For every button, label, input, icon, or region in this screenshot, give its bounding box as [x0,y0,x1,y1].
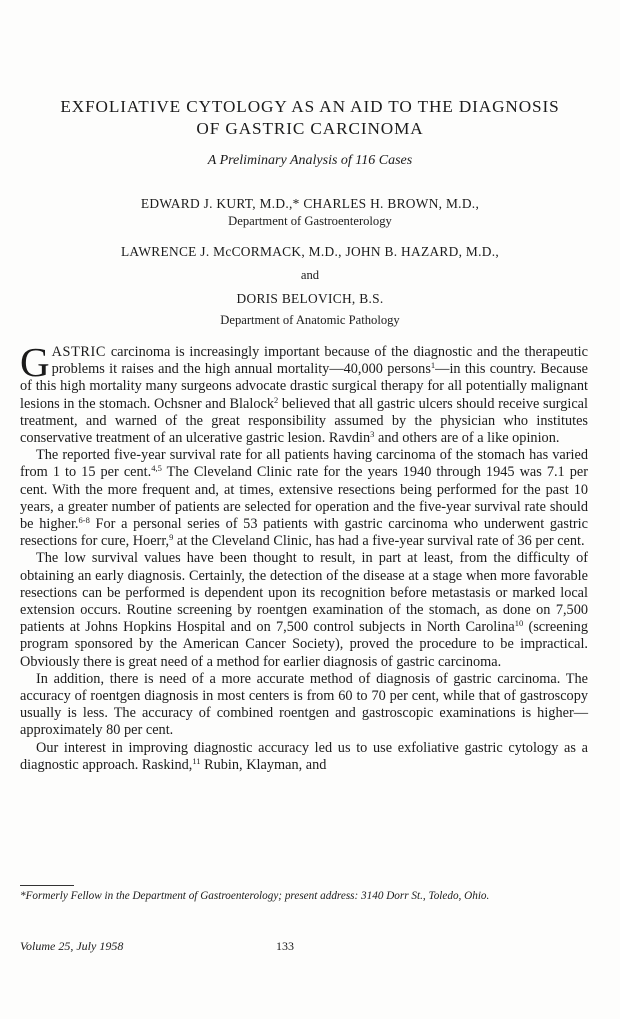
paragraph-text: The low survival values have been thought to result, in part at least, from the difficulty of obtaining an early diagnosis. Certainly, the detection of the disease at a stage when more favorable resections can be performed is dependent upon its recognition before metastasis or marked local extension occurs. Routine screening by roentgen examination of the stomach, as done on 7,500 patients at Johns Hopkins Hospital and on 7,500 control subjects in North Carolina [20,550,588,636]
title-line-1: EXFOLIATIVE CYTOLOGY AS AN AID TO THE DIAGNOSIS [60,97,560,116]
paragraph-1 [20,339,589,447]
authors-line-1: EDWARD J. KURT, M.D.,* CHARLES H. BROWN, M.D., [140,196,480,211]
citation: 2 [274,394,279,405]
paragraph-text: The Cleveland Clinic rate for the years 1940 through 1945 was 7.1 per cent. With the more frequent and, at times, extensive resections being performed for the past 10 years, a greater number of patients are selected for operation and the five-year survival rate should be higher. [20,464,589,533]
paragraph-text: For a personal series of 53 patients with gastric carcinoma who underwent gastric resections for cure, Hoerr, [20,516,588,550]
citation: 9 [169,532,174,543]
citation: 4,5 [151,463,162,474]
authors-line-2: LAWRENCE J. McCORMACK, M.D., JOHN B. HAZARD, M.D., [120,244,500,259]
paragraph-text: carcinoma is increasingly important because of the diagnostic and the therapeutic problems it raises and the high annual mortality—40,000 persons [51,344,588,378]
citation: 11 [192,755,201,766]
department-1: Department of Gastroenterology [228,214,392,228]
lead-word: ASTRIC [51,344,107,360]
paragraph-text: Rubin, Klayman, and [200,756,327,773]
title-line-2: OF GASTRIC CARCINOMA [196,119,424,138]
footnote-rule [20,885,74,886]
paragraph-3 [20,550,588,670]
volume-info: Volume 25, July 1958 [20,939,124,953]
citation: 1 [430,360,436,371]
and-separator: and [300,268,320,282]
paragraph-text: at the Cleveland Clinic, has had a five-year survival rate of 36 per cent. [173,533,585,550]
footnote: *Formerly Fellow in the Department of Gastroenterology; present address: 3140 Dorr St., Toledo, Ohio. [20,890,490,902]
paragraph-2 [20,447,588,550]
citation: 10 [514,618,524,629]
paragraph-text: —in this country. Because of this high mortality many surgeons advocate drastic surgical therapy for all potentially malignant lesions in the stomach. Ochsner and Blalock [20,361,588,412]
paragraph-5 [20,740,588,774]
article-subtitle: A Preliminary Analysis of 116 Cases [207,153,413,168]
article-title [20,96,600,140]
paragraph-4: In addition, there is need of a more accurate method of diagnosis of gastric carcinoma. The accuracy of roentgen diagnosis in most centers is from 60 to 70 per cent, while that of gastroscopy usually is less. The accuracy of combined roentgen and gastroscopic examinations is higher—approximately 80 per cent. [20,670,588,739]
page-number: 133 [276,939,294,953]
drop-cap: G [20,339,50,385]
paragraph-text: (screening program sponsored by the American Cancer Society), proved the procedure to be impractical. Obviously there is great need of a method for earlier diagnosis of gastric carcinoma. [20,619,588,670]
article-body [20,339,589,774]
citation: 6-8 [78,515,90,526]
department-2: Department of Anatomic Pathology [220,313,400,327]
citation: 3 [370,429,375,440]
paragraph-text: and others are of a like opinion. [374,430,560,447]
paragraph-text: believed that all gastric ulcers should receive surgical treatment, and warned of the great responsibility assumed by the physician who institutes conservative treatment of an ulcerative gastric lesion. Ravdin [20,395,589,447]
paragraph-text: Our interest in improving diagnostic accuracy led us to use exfoliative gastric cytology as a diagnostic approach. Raskind, [20,739,588,773]
authors-line-3: DORIS BELOVICH, B.S. [236,291,384,306]
paragraph-text: The reported five-year survival rate for all patients having carcinoma of the stomach has varied from 1 to 15 per cent. [20,447,588,481]
